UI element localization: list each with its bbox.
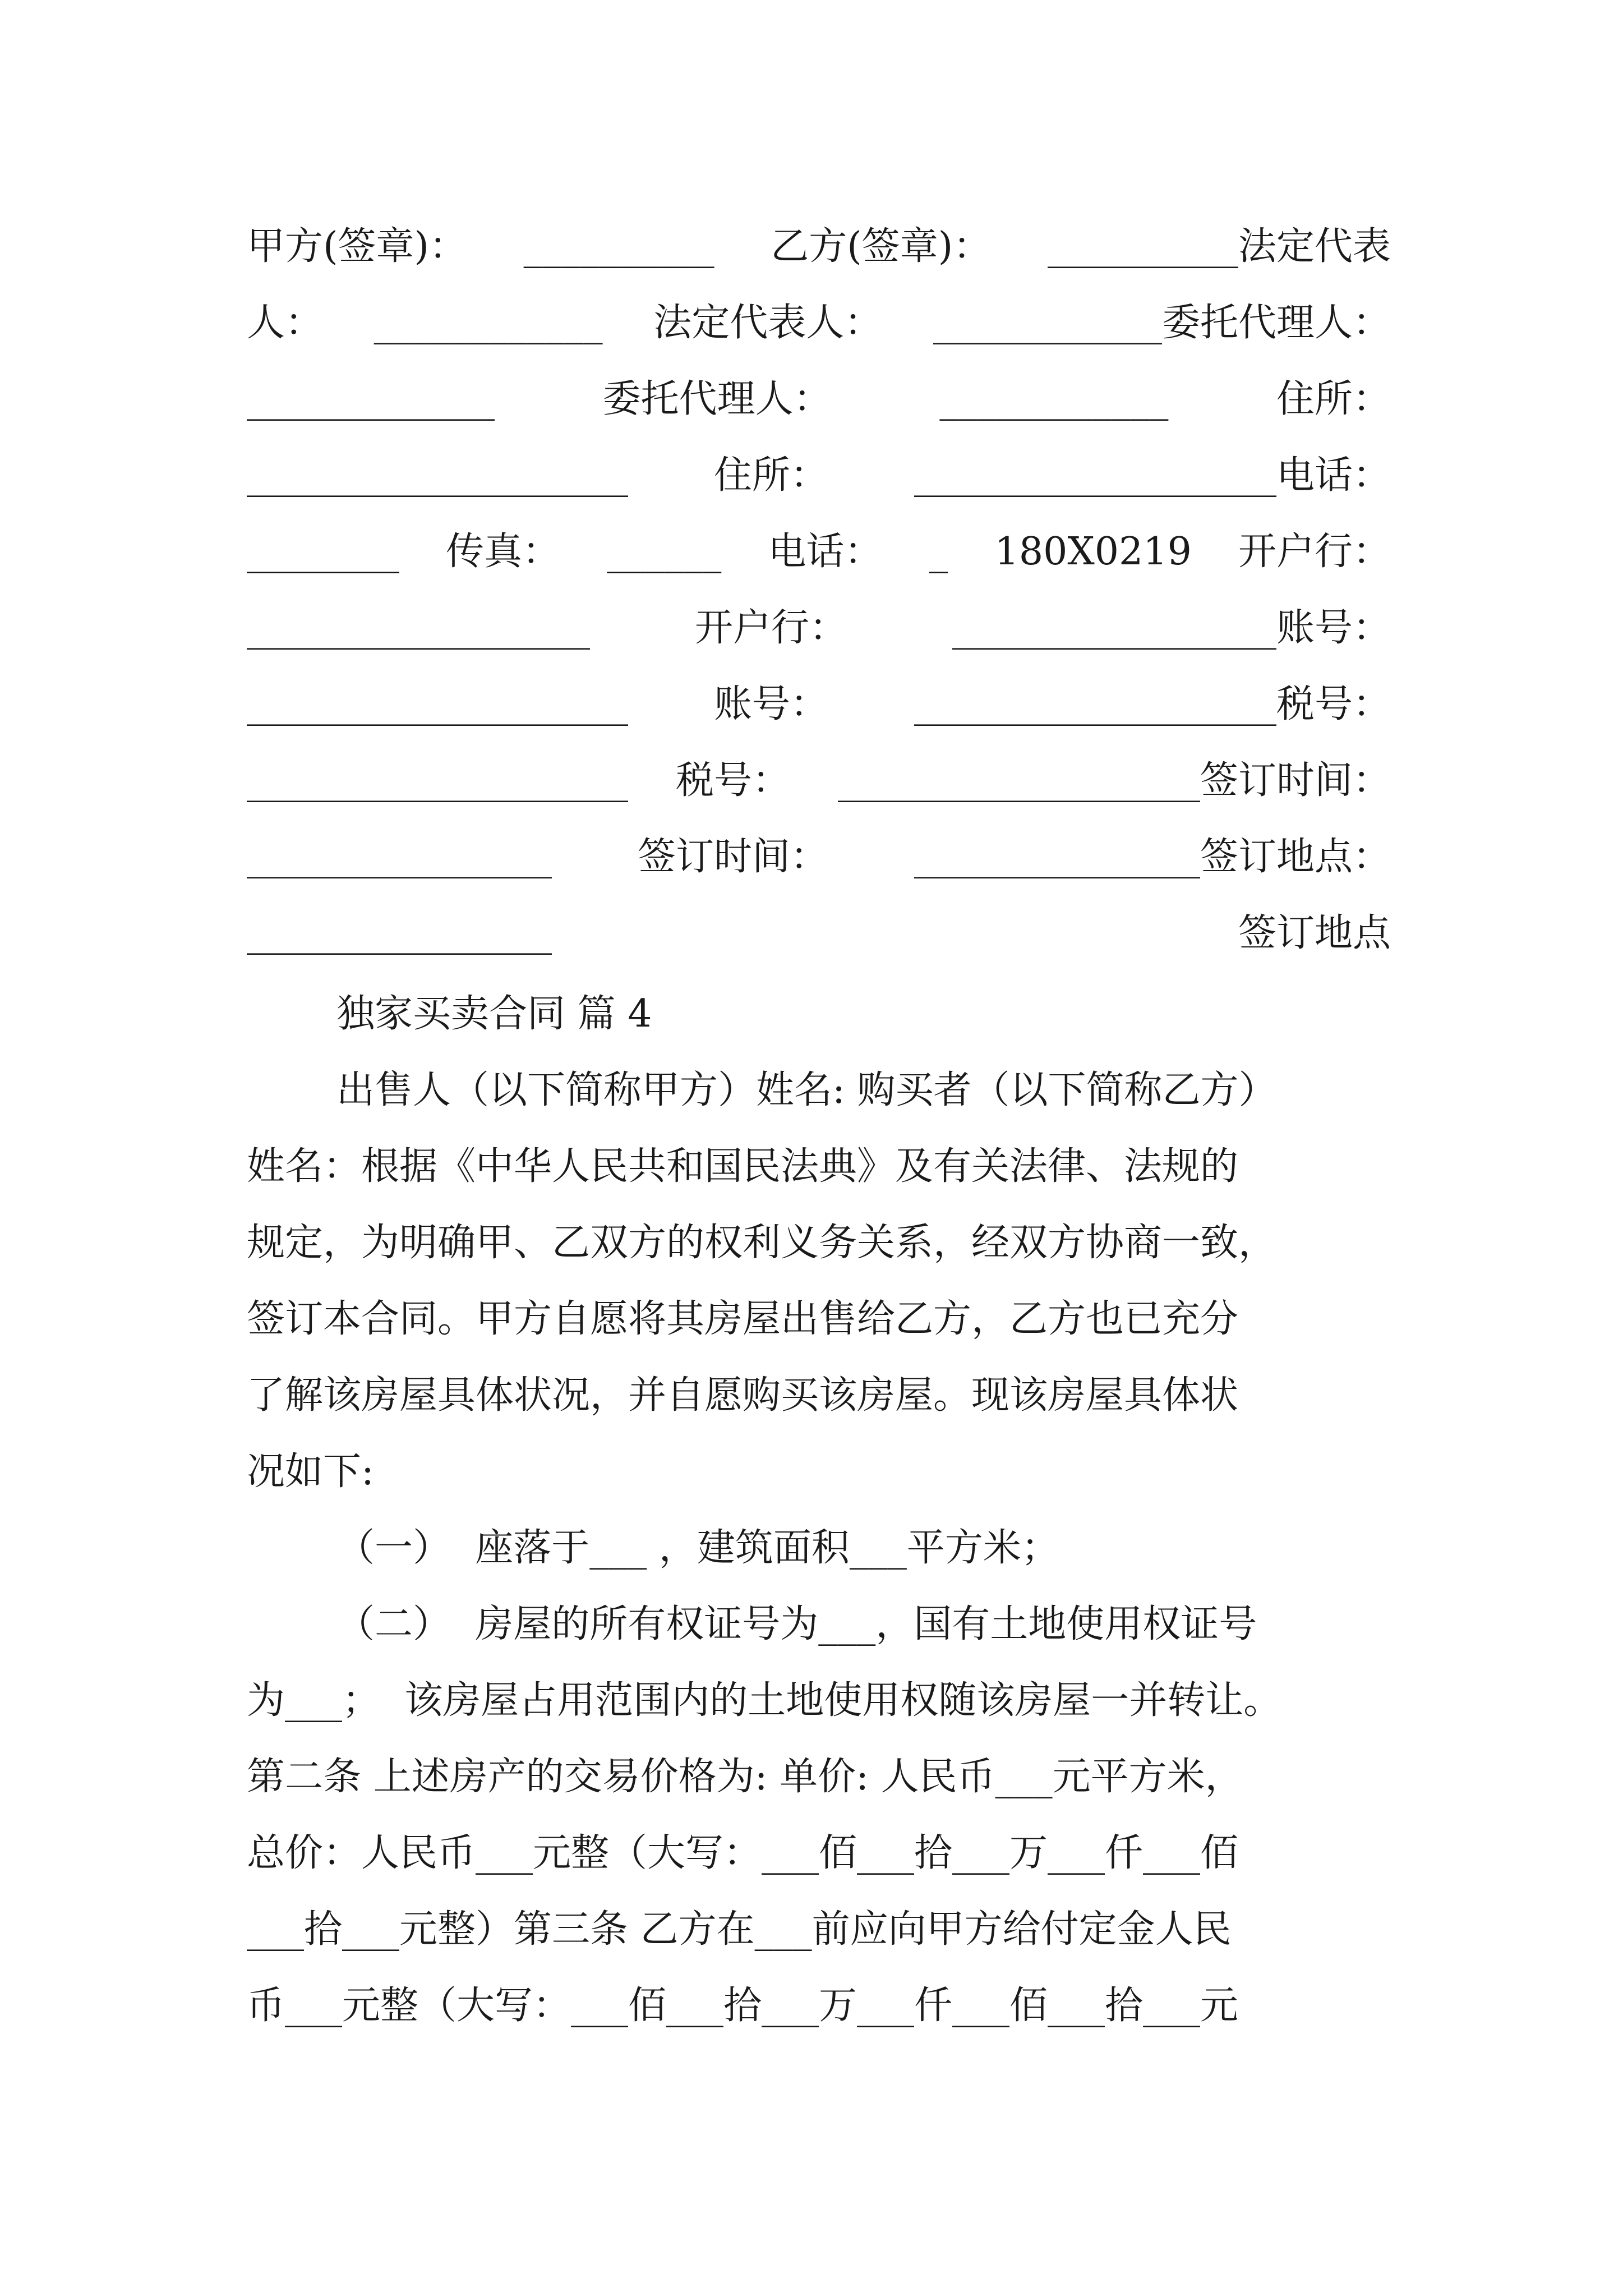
- signature-segment: 法定代表人：: [653, 301, 883, 345]
- clause-line: ___拾___元整）第三条 乙方在___前应向甲方给付定金人民: [247, 1907, 1232, 1952]
- signature-line: [247, 900, 1391, 967]
- signature-segment: 账号：: [713, 682, 828, 726]
- signature-segment: __________法定代表: [1047, 224, 1391, 269]
- signature-segment: ___________________电话：: [914, 453, 1391, 498]
- signature-segment: ______: [607, 530, 722, 574]
- clause-line: 币___元整（大写：___佰___拾___万___仟___佰___拾___元: [247, 1984, 1239, 2028]
- signature-segment: 开户行：: [1238, 530, 1391, 574]
- signature-segment: 住所：: [1276, 377, 1391, 421]
- signature-segment: 委托代理人：: [602, 377, 832, 421]
- signature-line: [247, 289, 1391, 357]
- clause-line: 第二条 上述房产的交易价格为: 单价: 人民币___元平方米，: [247, 1755, 1243, 1799]
- signature-segment: _______________签订地点：: [914, 835, 1391, 879]
- signature-segment: _____________: [247, 377, 495, 421]
- signature-segment: 电话：: [768, 530, 883, 574]
- signature-line: [247, 595, 1391, 662]
- signature-segment: _: [929, 530, 948, 574]
- signature-segment: 乙方(签章)：: [771, 224, 992, 269]
- signature-segment: ________________: [247, 911, 552, 955]
- signature-segment: __________________: [247, 606, 590, 650]
- signature-line: [247, 671, 1391, 738]
- paragraph-line: 出售人（以下简称甲方）姓名: 购买者（以下简称乙方）: [336, 1068, 1277, 1112]
- signature-segment: 住所：: [713, 453, 828, 498]
- signature-segment: __________: [523, 224, 714, 269]
- signature-line: [247, 823, 1391, 891]
- signature-segment: ________________: [247, 835, 552, 879]
- signature-segment: 甲方(签章)：: [247, 224, 468, 269]
- paragraph-line: 姓名：根据《中华人民共和国民法典》及有关法律、法规的: [247, 1144, 1239, 1189]
- paragraph-line: 况如下:: [247, 1450, 374, 1494]
- signature-segment: _________________账号：: [952, 606, 1391, 650]
- signature-segment: ____________________: [247, 453, 628, 498]
- signature-segment: ____________委托代理人：: [933, 301, 1391, 345]
- clause-line: 为___； 该房屋占用范围内的土地使用权随该房屋一并转让。: [247, 1678, 1282, 1723]
- section-title: 独家买卖合同 篇 4: [336, 992, 652, 1036]
- signature-segment: ____________________: [247, 682, 628, 726]
- clause-line: 总价：人民币___元整（大写：___佰___拾___万___仟___佰: [247, 1831, 1239, 1875]
- signature-line: [247, 442, 1391, 509]
- signature-segment: ____________: [939, 377, 1169, 421]
- signature-segment: 签订时间：: [637, 835, 828, 879]
- signature-segment: 人：: [247, 301, 324, 345]
- paragraph-line: 规定，为明确甲、乙双方的权利义务关系，经双方协商一致，: [247, 1221, 1277, 1265]
- signature-line: [247, 366, 1391, 433]
- signature-segment: ____________________: [247, 758, 628, 803]
- signature-line: [247, 213, 1391, 280]
- clause-item-2: （二） 房屋的所有权证号为___，国有土地使用权证号: [336, 1602, 1257, 1646]
- signature-segment: ________: [247, 530, 399, 574]
- paragraph-line: 了解该房屋具体状况，并自愿购买该房屋。现该房屋具体状: [247, 1373, 1239, 1418]
- signature-segment: ___________________税号：: [914, 682, 1391, 726]
- clause-item-1: （一） 座落于___ ，建筑面积___平方米；: [336, 1526, 1059, 1570]
- signature-segment: 税号：: [675, 758, 790, 803]
- signature-line: [247, 747, 1391, 815]
- signature-line: [247, 518, 1391, 586]
- signature-segment: 签订地点: [1238, 911, 1391, 955]
- signature-segment: 180X0219: [994, 530, 1192, 574]
- signature-segment: ____________: [374, 301, 603, 345]
- signature-segment: ___________________签订时间：: [837, 758, 1391, 803]
- paragraph-line: 签订本合同。甲方自愿将其房屋出售给乙方，乙方也已充分: [247, 1297, 1239, 1341]
- signature-segment: 开户行：: [694, 606, 847, 650]
- signature-segment: 传真：: [446, 530, 561, 574]
